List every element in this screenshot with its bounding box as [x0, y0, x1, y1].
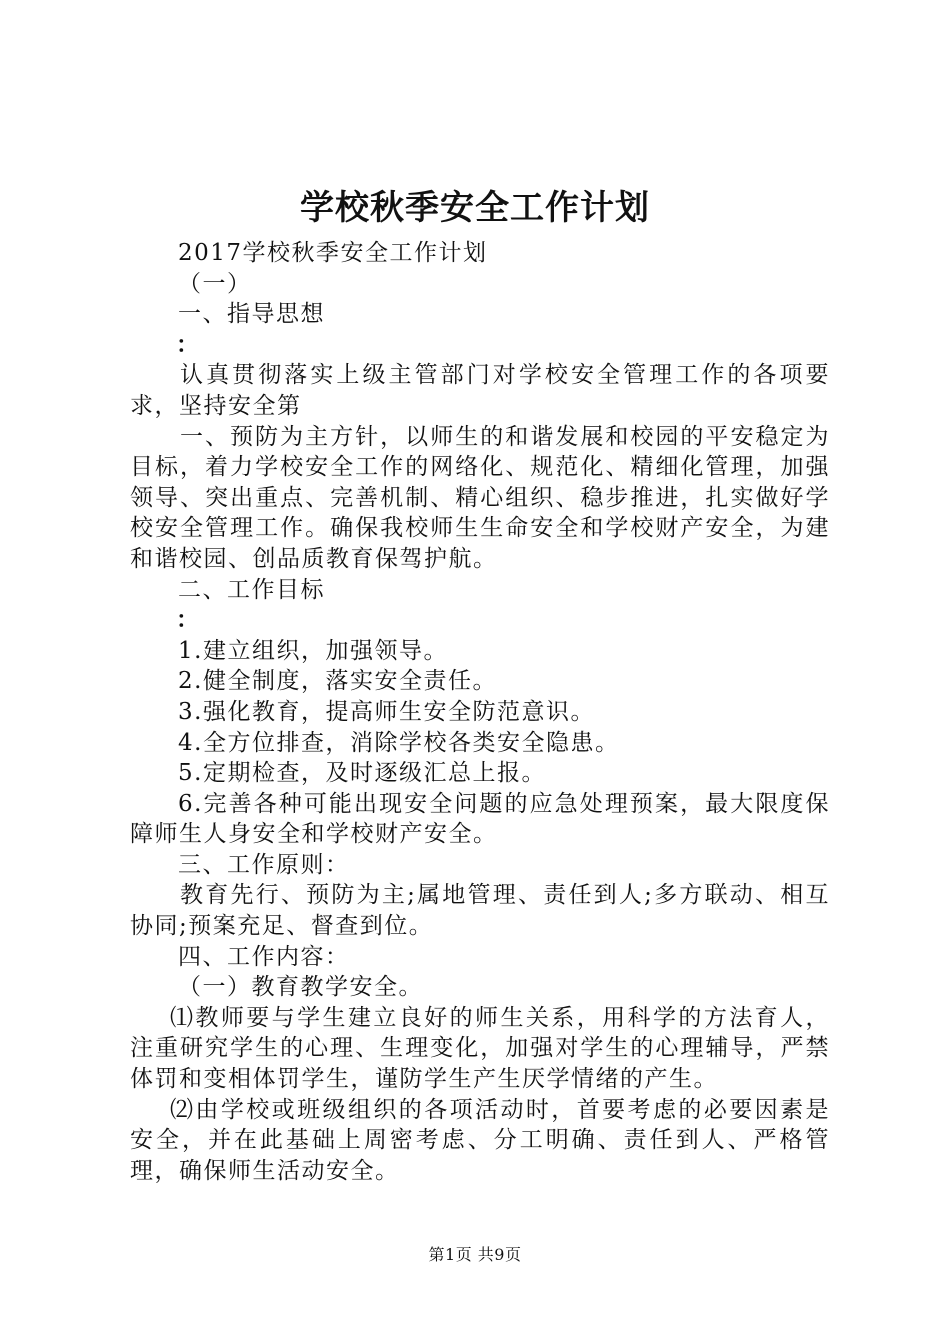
- goal-item: 2.健全制度，落实安全责任。: [178, 668, 497, 695]
- goal-item: 5.定期检查，及时逐级汇总上报。: [178, 760, 546, 787]
- plan-subtitle: 2017学校秋季安全工作计划: [178, 240, 488, 266]
- heading-guiding-thought: 一、指导思想: [178, 301, 325, 328]
- page-footer: 第1页 共9页: [428, 1245, 522, 1264]
- colon-line: ：: [176, 330, 201, 358]
- paragraph-principles: 教育先行、预防为主;属地管理、责任到人;多方联动、相互协同;预案充足、督查到位。: [130, 882, 830, 940]
- content-item: ⑵由学校或班级组织的各项活动时，首要考虑的必要因素是安全，并在此基础上周密考虑、分工明确、责任到人、严格管理，确保师生活动安全。: [130, 1096, 830, 1184]
- heading-work-principles: 三、工作原则：: [178, 851, 350, 878]
- document-title: 学校秋季安全工作计划: [300, 188, 650, 228]
- heading-work-content: 四、工作内容：: [178, 943, 350, 970]
- goal-item: 3.强化教育，提高师生安全防范意识。: [178, 698, 595, 725]
- section-marker: （一）: [178, 270, 252, 297]
- paragraph-prevention: 一、预防为主方针，以师生的和谐发展和校园的平安稳定为目标，着力学校安全工作的网络化、规范化、精细化管理，加强领导、突出重点、完善机制、精心组织、稳步推进，扎实做好学校安全管理工作。确保我校师生生命安全和学校财产安全，为建和谐校园、创品质教育保驾护航。: [130, 423, 830, 572]
- heading-work-goals: 二、工作目标: [178, 576, 325, 603]
- content-item: ⑴教师要与学生建立良好的师生关系，用科学的方法育人，注重研究学生的心理、生理变化，加强对学生的心理辅导，严禁体罚和变相体罚学生，谨防学生产生厌学情绪的产生。: [130, 1004, 830, 1093]
- document-body: [130, 238, 830, 1186]
- paragraph-requirements: 认真贯彻落实上级主管部门对学校安全管理工作的各项要求，坚持安全第: [130, 362, 830, 419]
- subheading-teaching-safety: （一）教育教学安全。: [178, 974, 423, 1001]
- colon-line: ：: [176, 606, 201, 634]
- goal-item: 1.建立组织，加强领导。: [178, 637, 448, 664]
- goal-item: 6.完善各种可能出现安全问题的应急处理预案，最大限度保障师生人身安全和学校财产安全。: [130, 790, 830, 848]
- goal-item: 4.全方位排查，消除学校各类安全隐患。: [178, 729, 620, 756]
